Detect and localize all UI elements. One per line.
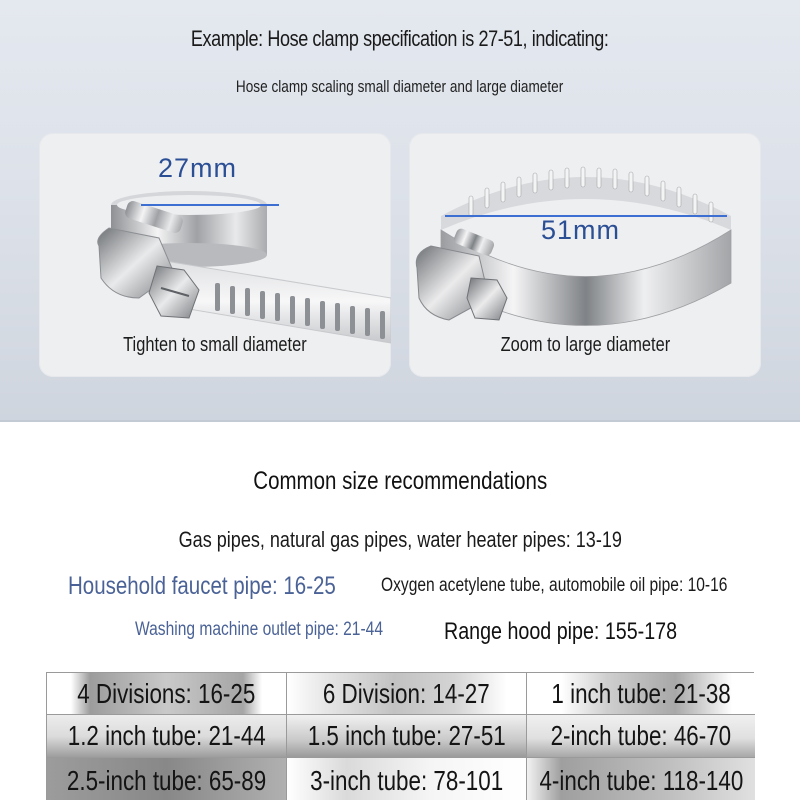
- caption-text: Tighten to small diameter: [123, 334, 307, 356]
- size-table: [46, 672, 754, 800]
- size-cell-text: 2.5-inch tube: 65-89: [66, 765, 267, 796]
- size-cell: [47, 715, 287, 758]
- recommendation-faucet-pipe: [68, 572, 395, 601]
- large-diameter-label: 51mm: [541, 215, 621, 245]
- size-cell-text: 1.5 inch tube: 27-51: [307, 720, 506, 751]
- size-cell: [527, 715, 755, 758]
- recommendation-oxygen-tube: [381, 575, 800, 597]
- recommendation-text: Oxygen acetylene tube, automobile oil pipe: 10-16: [381, 575, 728, 596]
- size-cell: [527, 758, 755, 800]
- small-diameter-caption: [39, 334, 391, 357]
- size-cell: [287, 673, 527, 715]
- size-cell: [287, 715, 527, 758]
- size-cell-text: 6 Division: 14-27: [323, 677, 490, 709]
- recommendation-text: Washing machine outlet pipe: 21-44: [135, 619, 383, 640]
- size-cell-text: 4 Divisions: 16-25: [77, 677, 256, 709]
- headline-text: Example: Hose clamp specification is 27-51, indicating:: [191, 26, 609, 51]
- size-cell-text: 1 inch tube: 21-38: [551, 677, 731, 709]
- caption-text: Zoom to large diameter: [500, 334, 670, 356]
- small-diameter-card: [39, 133, 391, 377]
- hose-clamp-expanded-image: [409, 148, 761, 348]
- size-cell-text: 2-inch tube: 46-70: [550, 720, 732, 751]
- size-cell: [287, 758, 527, 800]
- recommendation-gas-pipes: [0, 527, 800, 553]
- large-diameter-caption: [409, 334, 761, 357]
- size-cell: [47, 758, 287, 800]
- small-diameter-line: [141, 204, 279, 206]
- subline-text: Hose clamp scaling small diameter and large diameter: [236, 77, 564, 96]
- recommendation-range-hood: [444, 618, 728, 646]
- large-diameter-card: [409, 133, 761, 377]
- example-subline: [0, 77, 800, 97]
- size-cell-text: 4-inch tube: 118-140: [539, 765, 743, 796]
- size-cell-text: 1.2 inch tube: 21-44: [67, 720, 266, 751]
- recommendation-text: Household faucet pipe: 16-25: [68, 572, 336, 600]
- recommendation-text: Gas pipes, natural gas pipes, water heater pipes: 13-19: [178, 527, 622, 552]
- example-headline: [0, 26, 800, 52]
- recommendation-washing-machine: [135, 619, 437, 641]
- small-diameter-label: 27mm: [158, 153, 238, 183]
- recommendations-title-text: Common size recommendations: [253, 467, 547, 495]
- recommendation-text: Range hood pipe: 155-178: [444, 618, 678, 645]
- size-cell: [527, 673, 755, 715]
- size-cell: [47, 673, 287, 715]
- recommendations-title: [0, 467, 800, 496]
- size-cell-text: 3-inch tube: 78-101: [309, 765, 504, 796]
